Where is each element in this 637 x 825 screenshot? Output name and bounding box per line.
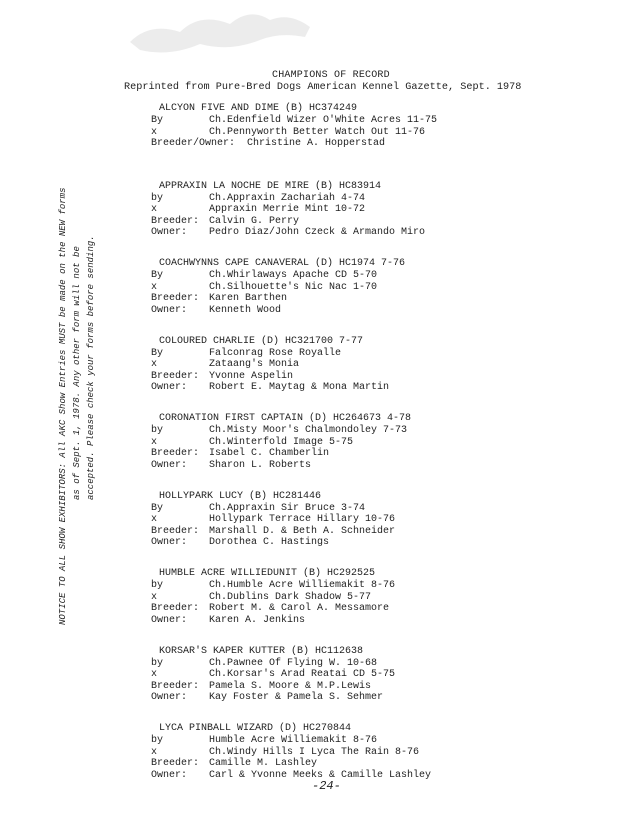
entry-line-value: Hollypark Terrace Hillary 10-76 [209,514,396,525]
entry-line-value: Humble Acre Williemakit 8-76 [209,735,378,746]
entry-line-label: by [151,580,164,591]
entry-line-value: Robert M. & Carol A. Messamore [209,603,390,614]
entry-line-value: Ch.Dublins Dark Shadow 5-77 [209,591,372,603]
entry-line-value: Sharon L. Roberts [209,459,312,471]
entry-line-label: By [151,115,164,126]
entry-line-label: x [151,281,158,293]
entry-line-label: Owner: [151,537,188,548]
entry-line-label: by [151,192,164,204]
notice-line-3: accepted. Please check your forms before sending. [86,235,96,500]
entry-line-value: Ch.Silhouette's Nic Nac 1-70 [209,281,378,293]
page-number: -24- [312,779,341,793]
entry-line-label: x [151,359,158,370]
entry-line-label: Owner: [151,692,188,703]
entry-line-label: Breeder: [151,680,200,692]
entry-line-value: Camille M. Lashley [209,758,318,769]
champion-entry [151,336,491,414]
entry-line-label: Breeder: [151,293,200,304]
entry-line-label: Owner: [151,304,188,316]
exhibitor-notice [56,145,98,625]
entry-line-label: Owner: [151,459,188,471]
entry-line-label: By [151,270,164,281]
entry-line-value: Yvonne Aspelin [209,370,294,382]
entry-line-label: Breeder: [151,525,200,537]
entry-line-value: Ch.Pennyworth Better Watch Out 11-76 [209,126,426,138]
entry-line-value: Kenneth Wood [209,304,282,316]
entry-line-label: x [151,591,158,603]
entry-title: HOLLYPARK LUCY (B) HC281446 [159,490,322,502]
entry-line-value: Zataang's Monia [209,359,300,370]
entry-line-value: Dorothea C. Hastings [209,537,330,548]
document-subtitle: Reprinted from Pure-Bred Dogs American Kennel Gazette, Sept. 1978 [124,82,522,93]
entry-line-value: Karen A. Jenkins [209,614,306,626]
entry-line-label: Breeder: [151,215,200,227]
entry-title: COLOURED CHARLIE (D) HC321700 7-77 [159,335,364,347]
notice-line-1 [56,145,70,625]
entry-title: CORONATION FIRST CAPTAIN (D) HC264673 4-78 [159,413,412,424]
entry-line-label: Owner: [151,382,188,393]
entry-title: KORSAR'S KAPER KUTTER (B) HC112638 [159,645,364,657]
entry-line-value: Karen Barthen [209,293,288,304]
champion-entry [151,646,491,724]
entry-line-value: Appraxin Merrie Mint 10-72 [209,204,366,215]
entry-line-value: Carl & Yvonne Meeks & Camille Lashley [209,769,432,781]
entry-line-value: Calvin G. Perry [209,215,300,227]
entry-line-value: Marshall D. & Beth A. Schneider [209,525,396,537]
entry-title: ALCYON FIVE AND DIME (B) HC374249 [159,103,358,114]
entry-line-label: x [151,669,158,680]
entry-line-value: Ch.Appraxin Sir Bruce 3-74 [209,502,366,514]
entry-line-label: Owner: [151,769,188,781]
entry-line-value: Kay Foster & Pamela S. Sehmer [209,692,384,703]
entry-line-value: Ch.Korsar's Arad Reatai CD 5-75 [209,669,396,680]
entry-line-label: By [151,502,164,514]
entry-line-label: Breeder/Owner: [151,138,236,149]
entry-line-label: Breeder: [151,603,200,614]
champion-entry [151,181,491,259]
entry-line-label: by [151,657,164,669]
entry-line-label: by [151,735,164,746]
greyhound-watermark-image [120,2,330,62]
entry-line-value: Falconrag Rose Royalle [209,347,342,359]
entry-line-value: Ch.Whirlaways Apache CD 5-70 [209,270,378,281]
entry-line-label: x [151,204,158,215]
entry-title: HUMBLE ACRE WILLIEDUNIT (B) HC292525 [159,568,376,579]
entry-line-value: Christine A. Hopperstad [247,138,386,149]
entry-line-label: Owner: [151,227,188,238]
entry-line-label: Owner: [151,614,188,626]
entry-line-value: Ch.Humble Acre Williemakit 8-76 [209,580,396,591]
entry-line-value: Ch.Windy Hills I Lyca The Rain 8-76 [209,746,420,758]
entry-title: APPRAXIN LA NOCHE DE MIRE (B) HC83914 [159,180,382,192]
notice-lead: NOTICE TO ALL SHOW EXHIBITORS: [58,462,68,625]
entry-line-value: Ch.Misty Moor's Chalmondoley 7-73 [209,425,408,436]
entry-line-label: by [151,425,164,436]
notice-text-1: All AKC Show Entries MUST be made on the NEW forms [58,187,68,458]
champion-entry [151,568,491,646]
champion-entry [151,103,491,181]
champion-entry [151,413,491,491]
entry-line-label: x [151,126,158,138]
champion-entry [151,491,491,569]
entry-line-label: x [151,514,158,525]
entry-line-value: Pedro Diaz/John Czeck & Armando Miro [209,227,426,238]
entry-line-value: Isabel C. Chamberlin [209,448,330,459]
entry-line-label: By [151,347,164,359]
entry-title: COACHWYNNS CAPE CANAVERAL (D) HC1974 7-76 [159,258,406,269]
document-title: CHAMPIONS OF RECORD [272,70,390,81]
entry-line-label: x [151,436,158,448]
entry-line-value: Robert E. Maytag & Mona Martin [209,382,390,393]
entry-title: LYCA PINBALL WIZARD (D) HC270844 [159,723,352,734]
entry-line-label: Breeder: [151,758,200,769]
entry-line-value: Ch.Edenfield Wizer O'White Acres 11-75 [209,115,438,126]
champion-entry [151,258,491,336]
entry-line-label: x [151,746,158,758]
entry-line-value: Ch.Appraxin Zachariah 4-74 [209,192,366,204]
entry-line-value: Ch.Winterfold Image 5-75 [209,436,354,448]
entry-line-label: Breeder: [151,370,200,382]
notice-line-2: as of Sept. 1, 1978. Any other form will not be [72,246,82,500]
entry-line-value: Ch.Pawnee Of Flying W. 10-68 [209,657,378,669]
champion-entries-list [151,103,491,801]
entry-line-label: Breeder: [151,448,200,459]
entry-line-value: Pamela S. Moore & M.P.Lewis [209,680,372,692]
